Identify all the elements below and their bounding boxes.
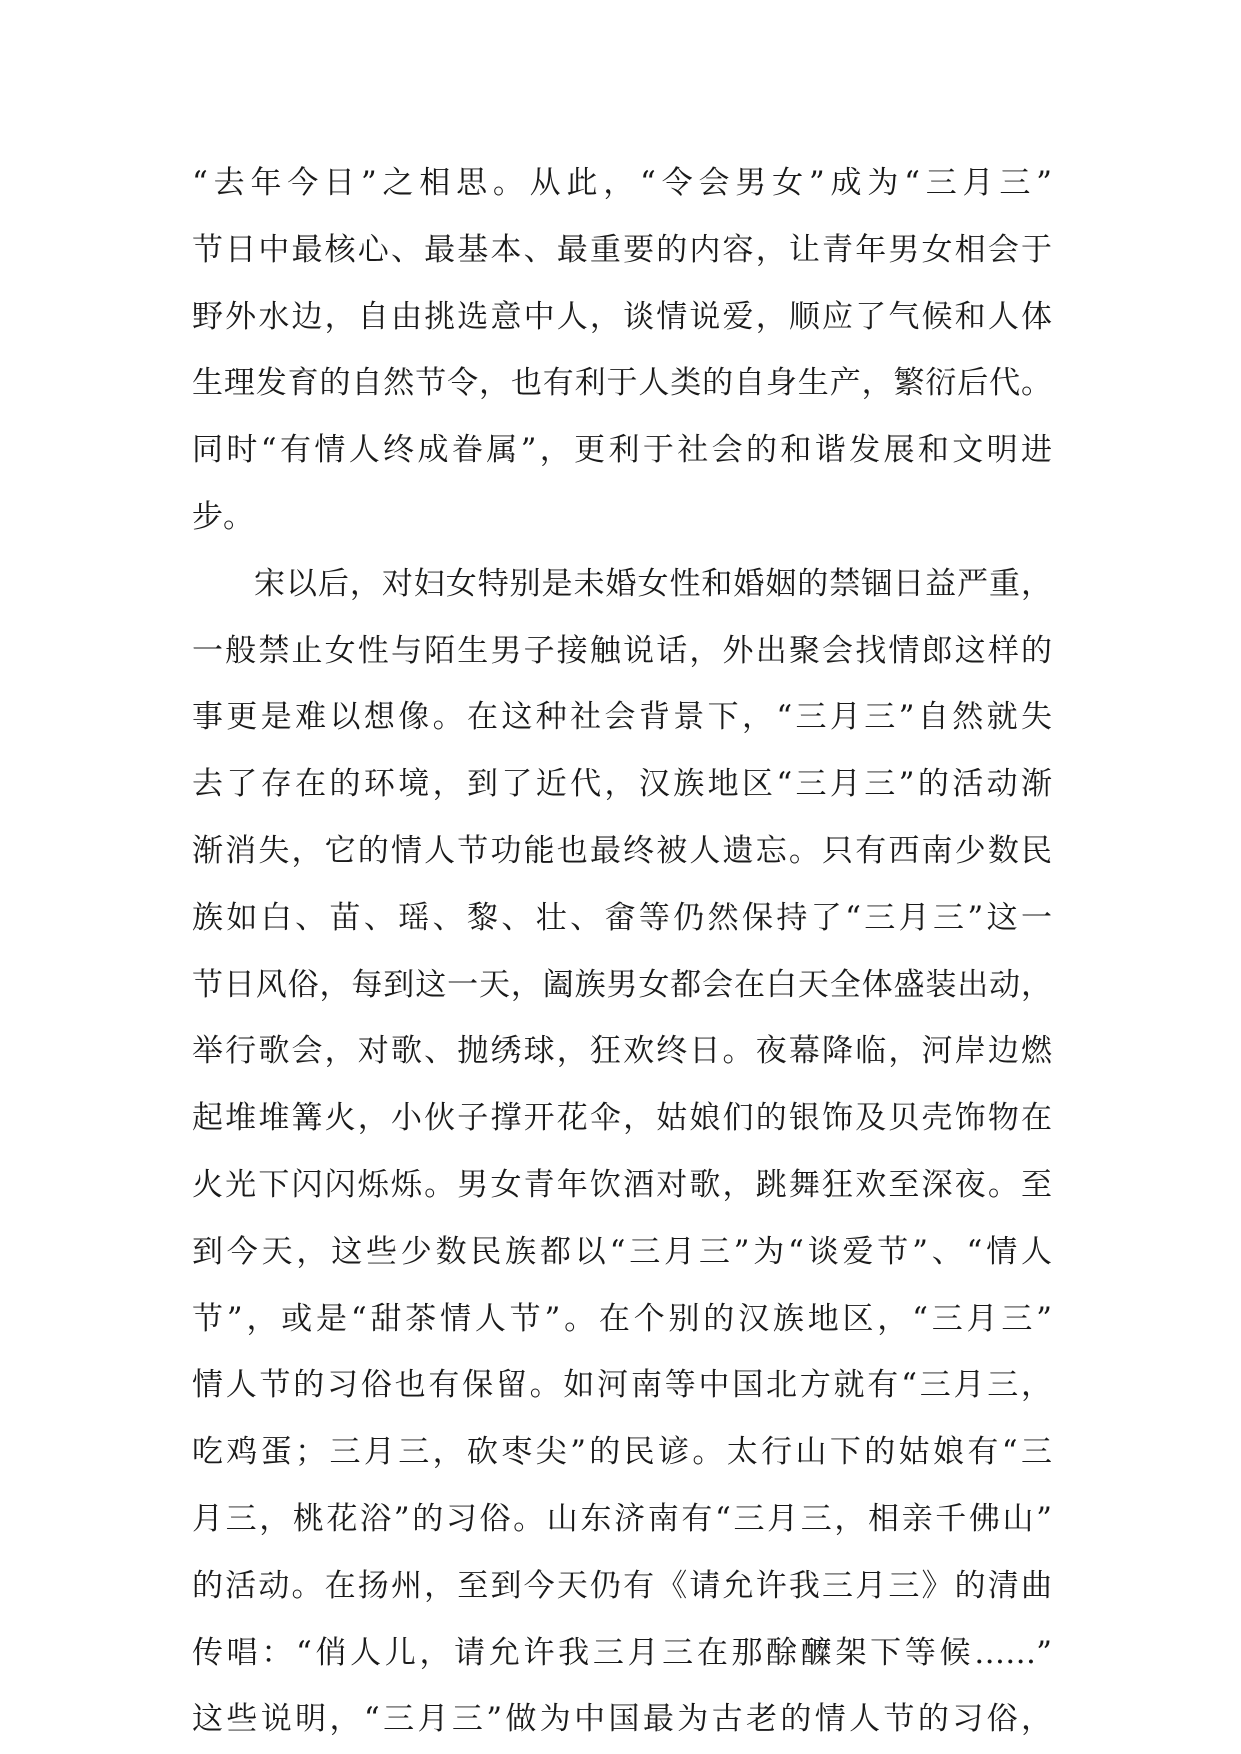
text-line: 举行歌会，对歌、抛绣球，狂欢终日。夜幕降临，河岸边燃	[192, 1033, 1052, 1070]
text-line: 节日风俗，每到这一天，阖族男女都会在白天全体盛装出动，	[192, 966, 1052, 1003]
text-line: 步。	[192, 498, 254, 535]
text-line: 节日中最核心、最基本、最重要的内容，让青年男女相会于	[192, 231, 1052, 268]
text-line: 的活动。在扬州，至到今天仍有《请允许我三月三》的清曲	[192, 1567, 1052, 1604]
paragraph-first-line: 宋以后，对妇女特别是未婚女性和婚姻的禁锢日益严重，	[254, 565, 1052, 602]
text-line: 去了存在的环境，到了近代，汉族地区“三月三”的活动渐	[192, 766, 1052, 803]
text-line: 到今天，这些少数民族都以“三月三”为“谈爱节”、“情人	[192, 1233, 1052, 1270]
text-line: 一般禁止女性与陌生男子接触说话，外出聚会找情郎这样的	[192, 632, 1052, 669]
text-line: 传唱：“俏人儿，请允许我三月三在那酴醾架下等候……”	[192, 1634, 1052, 1671]
text-line: 情人节的习俗也有保留。如河南等中国北方就有“三月三，	[192, 1367, 1052, 1404]
text-line: 火光下闪闪烁烁。男女青年饮酒对歌，跳舞狂欢至深夜。至	[192, 1166, 1052, 1203]
text-line: 节”，或是“甜茶情人节”。在个别的汉族地区，“三月三”	[192, 1300, 1052, 1337]
text-line: 吃鸡蛋；三月三，砍枣尖”的民谚。太行山下的姑娘有“三	[192, 1434, 1052, 1471]
text-line: 事更是难以想像。在这种社会背景下，“三月三”自然就失	[192, 699, 1052, 736]
text-line: “去年今日”之相思。从此，“令会男女”成为“三月三”	[192, 165, 1052, 201]
text-line: 这些说明，“三月三”做为中国最为古老的情人节的习俗，	[192, 1701, 1052, 1738]
text-line: 野外水边，自由挑选意中人，谈情说爱，顺应了气候和人体	[192, 298, 1052, 335]
text-line: 同时“有情人终成眷属”，更利于社会的和谐发展和文明进	[192, 432, 1052, 469]
text-line: 生理发育的自然节令，也有利于人类的自身生产，繁衍后代。	[192, 365, 1052, 402]
text-line: 渐消失，它的情人节功能也最终被人遗忘。只有西南少数民	[192, 832, 1052, 869]
text-line: 月三，桃花浴”的习俗。山东济南有“三月三，相亲千佛山”	[192, 1500, 1052, 1537]
document-body	[192, 150, 1052, 1753]
text-line: 族如白、苗、瑶、黎、壮、畲等仍然保持了“三月三”这一	[192, 899, 1052, 936]
text-line: 起堆堆篝火，小伙子撑开花伞，姑娘们的银饰及贝壳饰物在	[192, 1100, 1052, 1137]
